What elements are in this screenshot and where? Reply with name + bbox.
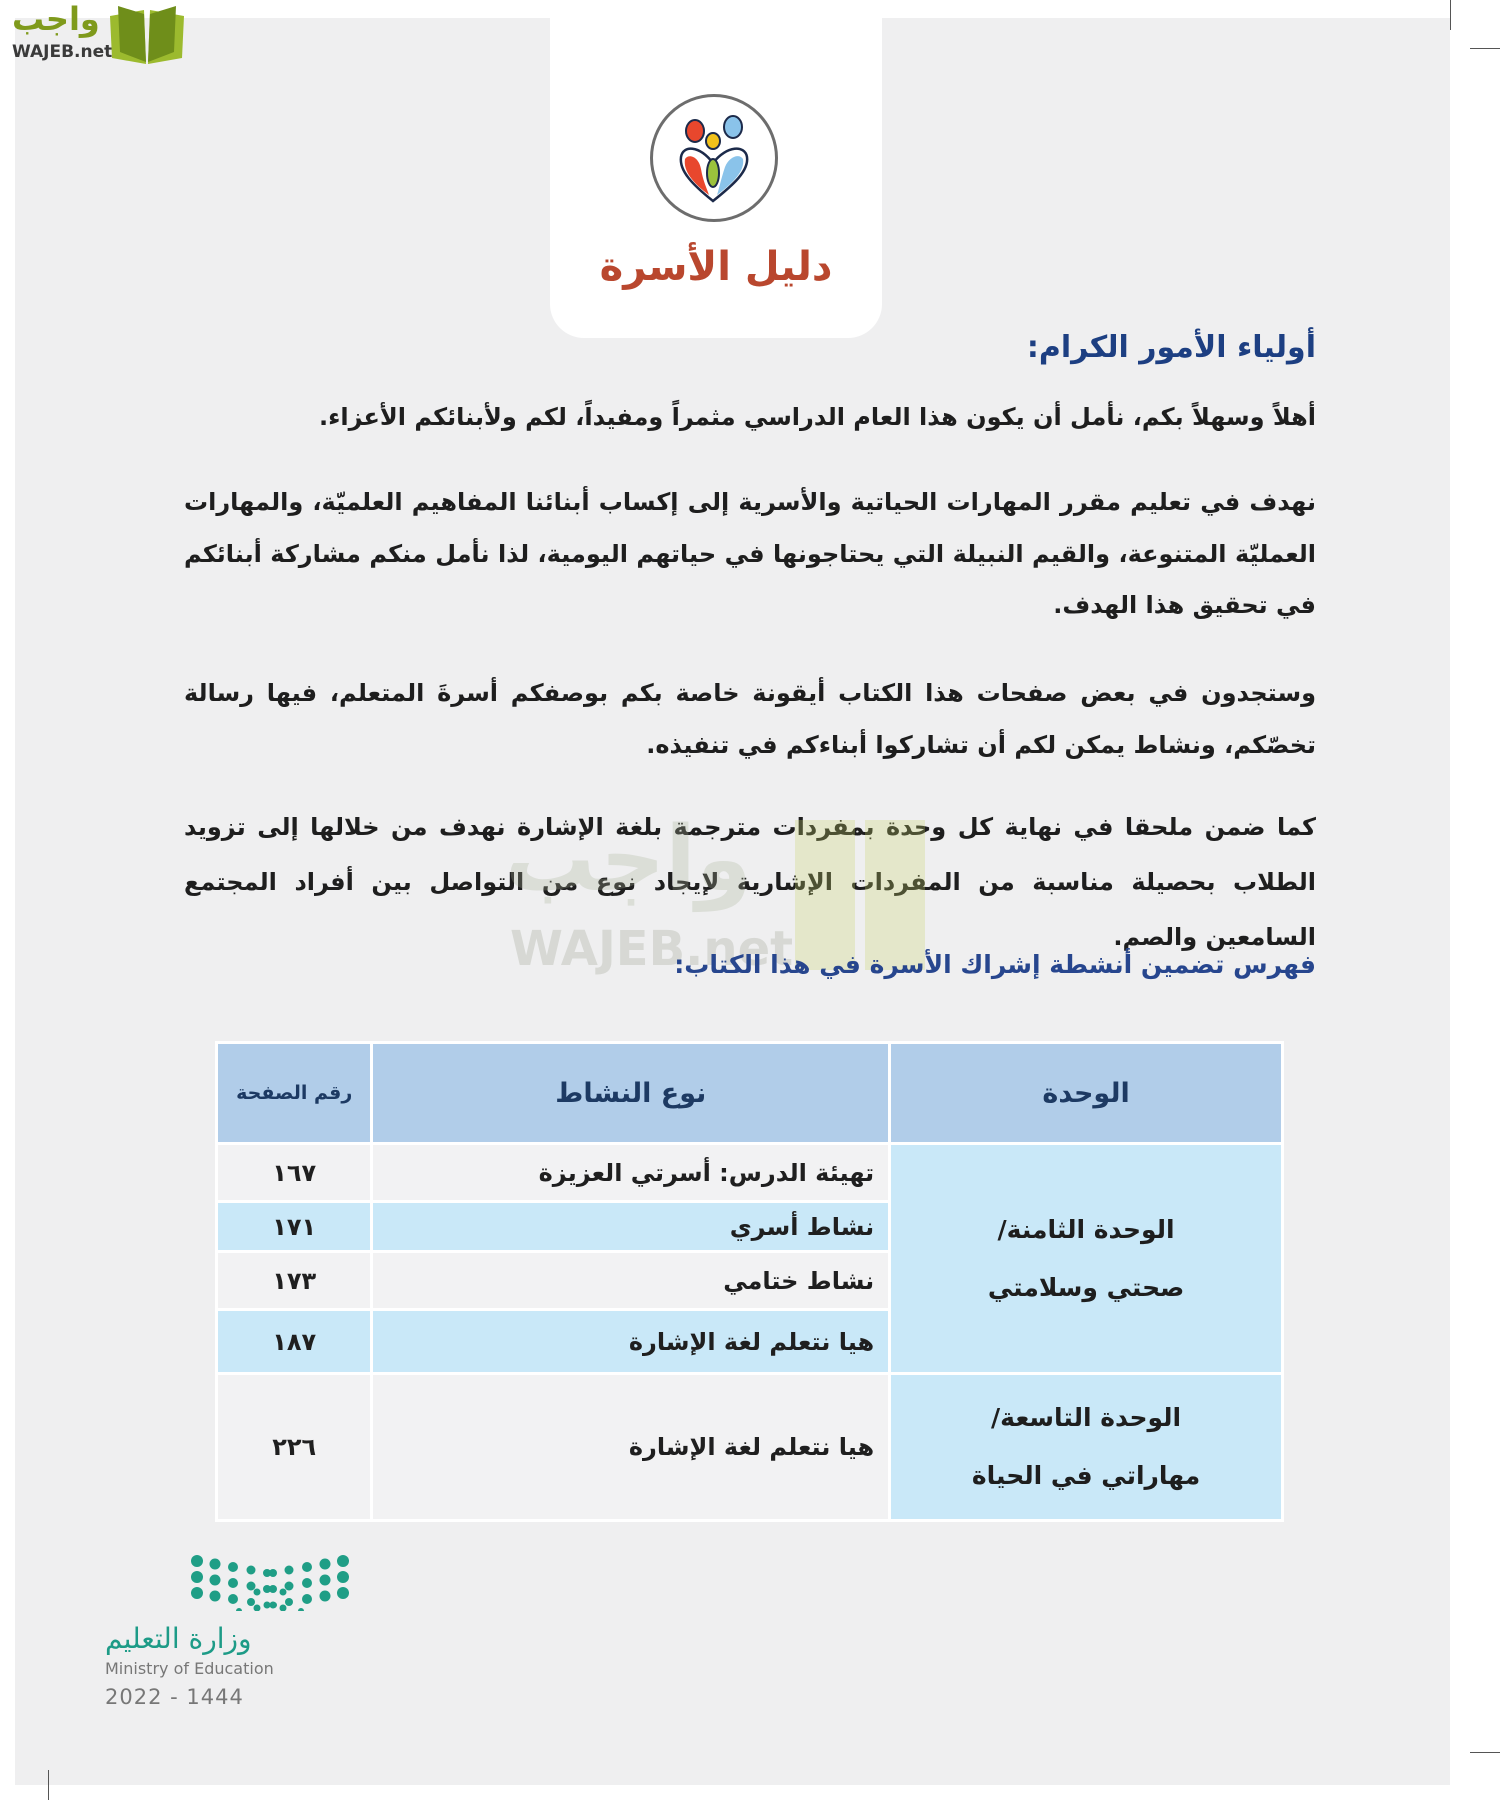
unit-cell (890, 1374, 1283, 1521)
wajeb-logo[interactable] (0, 0, 190, 69)
header-page: رقم الصفحة (217, 1043, 372, 1144)
page-cell: ١٧٣ (217, 1252, 372, 1310)
wajeb-logo-text: واجب (12, 0, 100, 38)
logo-dot (298, 1608, 304, 1611)
page-cell: ١٧١ (217, 1202, 372, 1252)
logo-dot (320, 1591, 331, 1602)
book-icon (106, 4, 188, 66)
goal-paragraph: نهدف في تعليم مقرر المهارات الحياتية والأسرية إلى إكساب أبنائنا المفاهيم العلميّة، والمهارات العمليّة المتنوعة، والقيم النبيلة التي يحتاجونها في حياتهم اليومية، لذا نأمل منكم مشاركة أبنائكم في تحقيق هذا الهدف. (184, 488, 1316, 619)
watermark-ar: واجب (505, 810, 752, 912)
intro-paragraph: أهلاً وسهلاً بكم، نأمل أن يكون هذا العام الدراسي مثمراً ومفيداً، لكم ولأبنائكم الأعزاء. (318, 403, 1316, 431)
sign-language-paragraph: كما ضمن ملحقا في نهاية كل وحدة بمفردات مترجمة بلغة الإشارة نهدف من خلالها إلى تزويد الطلاب بحصيلة مناسبة من المفردات الإشارية لإيجاد نوع من التواصل بين أفراد المجتمع السامعين والصم. (184, 813, 1316, 951)
logo-dot (337, 1587, 349, 1599)
logo-dot (191, 1571, 203, 1583)
family-activities-table (215, 1041, 1284, 1522)
logo-dot (228, 1578, 238, 1588)
logo-dot (191, 1587, 203, 1599)
logo-dot (247, 1566, 256, 1575)
index-heading: فهرس تضمين أنشطة إشراك الأسرة في هذا الكتاب: (674, 950, 1316, 979)
logo-dot (254, 1589, 261, 1596)
activity-cell: نشاط أسري (372, 1202, 890, 1252)
activity-cell: هيا نتعلم لغة الإشارة (372, 1374, 890, 1521)
logo-dot (337, 1571, 349, 1583)
logo-dot (247, 1598, 255, 1606)
logo-dot (210, 1591, 221, 1602)
icon-paragraph: وستجدون في بعض صفحات هذا الكتاب أيقونة خاصة بكم بوصفكم أسرةَ المتعلم، فيها رسالة تخصّكم، ونشاط يمكن لكم أن تشاركوا أبناءكم في تنفيذه. (184, 679, 1316, 759)
page-cell: ١٨٧ (217, 1310, 372, 1374)
logo-dot (254, 1605, 261, 1612)
page-cell: ٢٢٦ (217, 1374, 372, 1521)
logo-dot (337, 1555, 349, 1567)
ministry-name-ar: وزارة التعليم (105, 1622, 252, 1655)
crop-mark (1470, 1752, 1500, 1753)
activity-cell: تهيئة الدرس: أسرتي العزيزة (372, 1144, 890, 1202)
logo-dot (271, 1602, 277, 1608)
header-unit: الوحدة (890, 1043, 1283, 1144)
activity-cell: نشاط ختامي (372, 1252, 890, 1310)
table-header-row (217, 1043, 1283, 1144)
ministry-logo-icon (189, 1555, 359, 1615)
unit-title: صحتي وسلامتي (987, 1272, 1185, 1302)
logo-dot (280, 1605, 287, 1612)
unit-number: الوحدة التاسعة/ (991, 1403, 1182, 1432)
unit-cell (890, 1144, 1283, 1374)
logo-dot (247, 1582, 256, 1591)
logo-dot (285, 1566, 294, 1575)
logo-dot (285, 1598, 293, 1606)
wajeb-logo-en: WAJEB.net (12, 42, 113, 62)
crop-mark (1450, 0, 1451, 30)
table-row (217, 1374, 1283, 1521)
page-title: دليل الأسرة (599, 244, 833, 290)
header-activity: نوع النشاط (372, 1043, 890, 1144)
logo-dot (228, 1594, 238, 1604)
logo-dot (269, 1585, 277, 1593)
logo-dot (302, 1578, 312, 1588)
logo-dot (210, 1559, 221, 1570)
logo-dot (285, 1582, 294, 1591)
edition-year: 2022 - 1444 (105, 1685, 244, 1709)
logo-dot (320, 1559, 331, 1570)
crop-mark (48, 1770, 49, 1800)
table-row (217, 1144, 1283, 1202)
logo-dot (302, 1594, 312, 1604)
page-cell: ١٦٧ (217, 1144, 372, 1202)
ministry-name-en: Ministry of Education (105, 1659, 274, 1678)
logo-dot (264, 1602, 271, 1609)
logo-dot (228, 1562, 238, 1572)
logo-dot (191, 1555, 203, 1567)
logo-dot (210, 1575, 221, 1586)
logo-dot (280, 1589, 287, 1596)
unit-title: مهاراتي في الحياة (971, 1461, 1201, 1490)
crop-mark (1470, 48, 1500, 49)
unit-number: الوحدة الثامنة/ (997, 1214, 1175, 1244)
greeting-heading: أولياء الأمور الكرام: (1026, 330, 1316, 365)
logo-dot (269, 1569, 277, 1577)
logo-dot (320, 1575, 331, 1586)
family-heart-icon (650, 94, 778, 222)
activity-cell: هيا نتعلم لغة الإشارة (372, 1310, 890, 1374)
watermark-en: WAJEB.net (510, 921, 794, 977)
logo-dot (236, 1608, 242, 1611)
logo-dot (302, 1562, 312, 1572)
